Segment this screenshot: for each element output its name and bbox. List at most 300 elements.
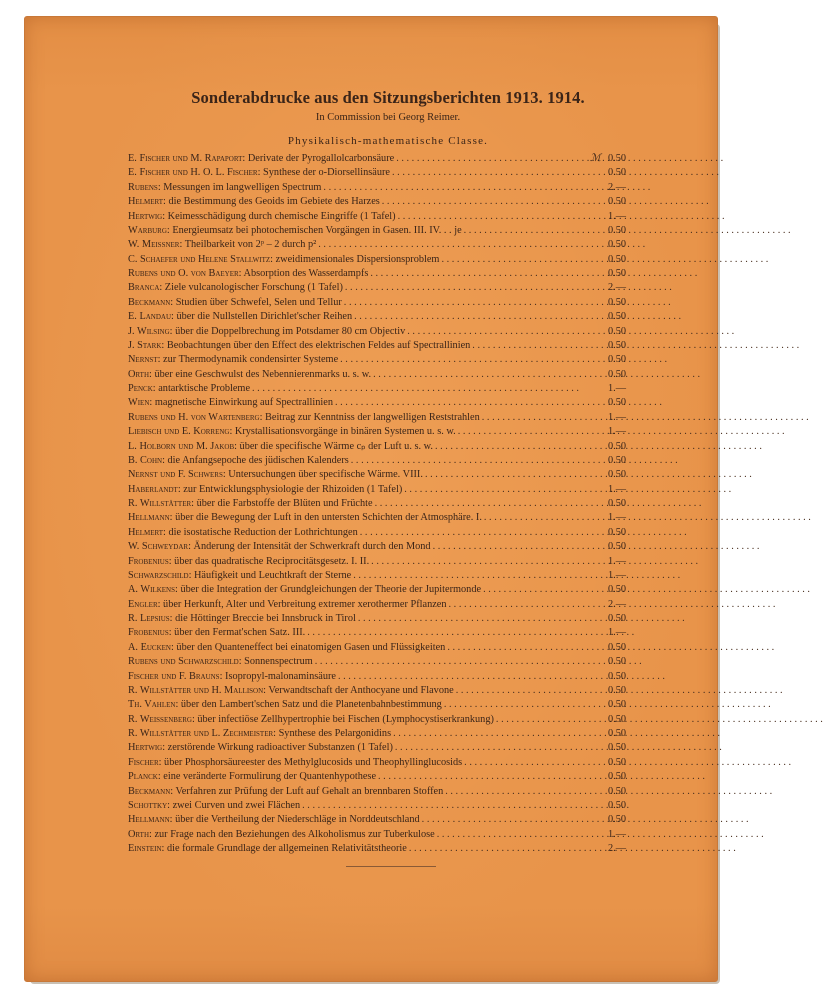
leader-dots	[338, 353, 590, 367]
leader-dots	[407, 842, 590, 856]
list-item	[128, 741, 626, 755]
entry-author: Orth	[128, 368, 150, 380]
entry-price: 1.—	[607, 411, 626, 423]
leader-dots	[405, 325, 590, 339]
entry-author: Orth	[128, 828, 150, 840]
entry-title: : über den Fermat'schen Satz. III.	[168, 627, 306, 639]
list-item	[128, 396, 626, 410]
entry-text	[128, 281, 343, 295]
entry-title: : über eine Geschwulst des Nebennierenmarks u. s. w.	[149, 368, 372, 380]
entry-text	[128, 382, 250, 396]
entry-author: E. Fischer und H. O. L. Fischer	[128, 167, 258, 179]
entry-price: 0.50	[607, 785, 626, 797]
entry-text	[128, 396, 333, 410]
entry-text	[128, 310, 352, 324]
entry-title: : über die Integration der Grundgleichungen der Theorie der Jupitermonde	[175, 584, 482, 596]
entry-title: : über Herkunft, Alter und Verbreitung extremer xerothermer Pflanzen	[157, 598, 447, 610]
entry-text	[128, 626, 305, 640]
leader-dots	[462, 756, 590, 770]
entry-price: 0.50	[607, 713, 626, 725]
leader-dots	[376, 770, 590, 784]
leader-dots	[333, 396, 590, 410]
list-item	[128, 425, 626, 439]
list-item	[128, 813, 626, 827]
entry-author: C. Schaefer und Helene Stallwitz	[128, 253, 271, 265]
entry-author: Fischer	[128, 756, 159, 768]
entry-title: : Beobachtungen über den Effect des elektrischen Feldes auf Spectrallinien	[161, 339, 471, 351]
entry-price: 0.50	[607, 641, 626, 653]
entry-author: Rubens und Schwarzschild	[128, 656, 239, 668]
entry-text	[128, 828, 435, 842]
entry-text	[128, 339, 470, 353]
entry-title: : Theilbarkeit von 2ᵖ – 2 durch p²	[179, 239, 317, 251]
entry-title: : Verwandtschaft der Anthocyane und Flavone	[263, 684, 454, 696]
leader-dots	[445, 641, 590, 655]
entry-text	[128, 569, 351, 583]
entry-price: 1.—	[607, 383, 626, 394]
entry-title: : Sonnenspectrum	[238, 656, 313, 668]
leader-dots	[420, 813, 590, 827]
entry-text	[128, 454, 349, 468]
entry-price: 0.50	[607, 311, 626, 323]
list-item	[128, 339, 626, 353]
leader-dots	[456, 425, 590, 439]
entry-price: 0.50	[607, 454, 626, 466]
leader-dots	[316, 238, 590, 252]
entry-author: Einstein	[128, 843, 162, 854]
leader-dots	[462, 224, 590, 238]
entry-price: 0.50	[607, 325, 626, 337]
entry-title: : Synthese des Pelargonidins	[273, 728, 392, 739]
list-item	[128, 152, 626, 166]
entry-author: Liebisch und E. Korreng	[128, 426, 230, 438]
entry-price: 0.50	[607, 368, 626, 380]
entry-price: 0.50	[607, 239, 626, 251]
entry-author: Beckmann	[128, 296, 171, 308]
leader-dots	[343, 281, 590, 295]
leader-dots	[394, 152, 590, 166]
list-item	[128, 195, 626, 209]
leader-dots	[482, 511, 590, 525]
list-item	[128, 799, 626, 813]
entry-price: 0.50	[607, 440, 626, 452]
entry-author: Hertwig	[128, 742, 163, 754]
entry-author: Helmert	[128, 526, 164, 538]
entry-author: Rubens und H. von Wartenberg	[128, 411, 260, 423]
leader-dots	[439, 253, 590, 267]
entry-price: 1.—	[607, 512, 626, 524]
entry-title: : zwei Curven und zwei Flächen	[167, 799, 301, 811]
entry-price: 0.50	[607, 742, 626, 754]
entry-author: Wien	[128, 397, 150, 409]
entry-price: 1.—	[607, 483, 626, 495]
entry-author: A. Wilkens	[128, 584, 176, 596]
entry-author: Hellmann	[128, 512, 170, 524]
entry-text	[128, 713, 494, 727]
entry-price: 0.50	[607, 728, 626, 739]
entry-title: : antarktische Probleme	[152, 383, 251, 394]
entry-text	[128, 353, 338, 367]
list-item	[128, 440, 626, 454]
entry-text	[128, 425, 456, 439]
entry-title: : die formale Grundlage der allgemeinen Relativitätstheorie	[161, 843, 407, 854]
entry-text	[128, 555, 369, 569]
entry-text	[128, 641, 445, 655]
entry-price: 1.—	[607, 426, 626, 438]
leader-dots	[454, 684, 590, 698]
entry-text	[128, 210, 396, 224]
list-item	[128, 483, 626, 497]
entry-price: 1.—	[607, 828, 626, 840]
entry-text	[128, 583, 481, 597]
list-item	[128, 670, 626, 684]
entry-author: Warburg	[128, 224, 167, 236]
leader-dots	[368, 267, 590, 281]
leader-dots	[481, 583, 590, 597]
list-item	[128, 583, 626, 597]
list-item	[128, 598, 626, 612]
entry-text	[128, 325, 405, 339]
leader-dots	[494, 713, 590, 727]
entry-text	[128, 799, 300, 813]
leader-dots	[349, 454, 590, 468]
publisher-line: In Commission bei Georg Reimer.	[315, 112, 461, 123]
entry-author: Frobenius	[128, 555, 169, 567]
entry-text	[128, 741, 393, 755]
entry-text	[128, 842, 407, 856]
entry-price: 0.50	[607, 526, 626, 538]
leader-dots	[371, 368, 590, 382]
entry-title: : Verfahren zur Prüfung der Luft auf Gehalt an brennbaren Stoffen	[170, 785, 444, 797]
entry-price: 0.50	[607, 339, 626, 351]
entry-price: 0.50	[607, 756, 626, 768]
list-item	[128, 727, 626, 741]
list-item	[128, 842, 626, 856]
entry-title: : über die Farbstoffe der Blüten und Früchte	[191, 498, 373, 509]
entry-text	[128, 440, 433, 454]
entry-author: Schottky	[128, 799, 168, 811]
entry-price: 1.—	[607, 210, 626, 222]
entry-author: E. Fischer und M. Rapaport	[128, 153, 243, 164]
entry-title: : über die Nullstellen Dirichlet'scher Reihen	[171, 311, 353, 323]
entry-price: 0.50	[607, 296, 626, 308]
entry-title: : über infectiöse Zellhypertrophie bei Fischen (Lymphocystiserkrankung)	[191, 713, 494, 725]
entry-title: : zweidimensionales Dispersionsproblem	[270, 253, 440, 265]
entry-text	[128, 253, 439, 267]
entry-title: : über die Vertheilung der Niederschläge in Norddeutschland	[169, 814, 420, 826]
entry-author: Helmert	[128, 196, 164, 208]
list-item	[128, 181, 626, 195]
entry-title: : Untersuchungen über specifische Wärme. VIII.	[222, 469, 423, 481]
list-item	[128, 756, 626, 770]
leader-dots	[402, 483, 590, 497]
list-item	[128, 454, 626, 468]
list-item	[128, 569, 626, 583]
entry-price: 0.50	[607, 469, 626, 481]
entry-title: : eine veränderte Formulirung der Quantenhypothese	[157, 771, 377, 783]
entry-price: 0.50	[607, 167, 626, 179]
entry-title: : zur Entwicklungsphysiologie der Rhizoiden (1 Tafel)	[177, 483, 403, 495]
list-item	[128, 224, 626, 238]
entry-author: W. Meissner	[128, 239, 180, 251]
entry-author: Engler	[128, 598, 158, 610]
entry-price: 0.50	[607, 397, 626, 409]
list-item	[128, 296, 626, 310]
entry-text	[128, 195, 380, 209]
leader-dots	[442, 698, 590, 712]
entry-author: Branca	[128, 282, 160, 294]
entry-title: : über das quadratische Reciprocitätsgesetz. I. II.	[168, 555, 370, 567]
entry-price: 0.50	[607, 799, 626, 811]
entry-price: 0.50	[607, 224, 626, 236]
entry-author: Beckmann	[128, 785, 171, 797]
entry-text	[128, 598, 447, 612]
list-item	[128, 828, 626, 842]
leader-dots	[470, 339, 590, 353]
entry-author: Nernst	[128, 354, 158, 366]
entry-price: 0.50	[607, 670, 626, 682]
leader-dots	[390, 166, 590, 180]
entry-text	[128, 698, 442, 712]
entry-title: : die isostatische Reduction der Lothrichtungen	[163, 526, 358, 538]
entry-title: : zerstörende Wirkung radioactiver Substanzen (1 Tafel)	[162, 742, 393, 754]
leader-dots	[380, 195, 590, 209]
entry-text	[128, 181, 321, 195]
entry-author: R. Willstätter	[128, 498, 192, 509]
entry-title: : Derivate der Pyrogallolcarbonsäure	[242, 153, 395, 164]
leader-dots	[352, 310, 590, 324]
entry-title: : über den Lambert'schen Satz und die Planetenbahnbestimmung	[175, 699, 442, 711]
closing-rule	[346, 866, 436, 867]
entry-price: 0.50	[607, 656, 626, 668]
leader-dots	[443, 785, 590, 799]
entry-author: L. Holborn und M. Jakob	[128, 440, 235, 452]
leader-dots	[342, 296, 590, 310]
leader-dots	[321, 181, 590, 195]
leader-dots	[393, 741, 590, 755]
entry-price: 0.50	[607, 268, 626, 279]
entry-title: : Ziele vulcanologischer Forschung (1 Tafel)	[159, 282, 343, 294]
entry-text	[128, 224, 462, 238]
entry-price: 0.50	[607, 253, 626, 265]
entry-price: 0.50	[607, 153, 626, 164]
entry-author: Planck	[128, 771, 158, 783]
leader-dots	[313, 655, 590, 669]
entry-author: R. Willstätter und L. Zechmeister	[128, 728, 274, 739]
entry-author: Hellmann	[128, 814, 170, 826]
entry-author: Rubens und O. von Baeyer	[128, 268, 239, 279]
entry-title: : Keimesschädigung durch chemische Eingriffe (1 Tafel)	[162, 210, 396, 222]
list-item	[128, 166, 626, 180]
list-item	[128, 655, 626, 669]
entry-title: : Studien über Schwefel, Selen und Tellur	[170, 296, 342, 308]
entry-text	[128, 526, 358, 540]
list-item	[128, 511, 626, 525]
entry-text	[128, 813, 420, 827]
list-item	[128, 555, 626, 569]
entry-author: B. Cohn	[128, 454, 163, 466]
list-item	[128, 310, 626, 324]
entry-author: J. Wilsing	[128, 325, 170, 337]
leader-dots	[305, 626, 590, 640]
entry-price: 2.—	[607, 598, 626, 610]
entry-text	[128, 785, 443, 799]
leader-dots	[250, 382, 590, 396]
entry-text	[128, 770, 376, 784]
entry-text	[128, 655, 313, 669]
section-heading: Physikalisch-mathematische Classe.	[287, 135, 489, 147]
entry-author: Rubens	[128, 181, 158, 193]
list-item	[128, 382, 626, 396]
entry-author: Nernst und F. Schwers	[128, 469, 223, 481]
leader-dots	[300, 799, 590, 813]
entry-list	[128, 152, 626, 856]
entry-price: 2.—	[607, 181, 626, 193]
list-item	[128, 698, 626, 712]
entry-title: : die Höttinger Breccie bei Innsbruck in Tirol	[169, 613, 356, 624]
entry-text	[128, 152, 394, 166]
leader-dots	[336, 670, 590, 684]
entry-title: : über die Bewegung der Luft in den untersten Schichten der Atmosphäre. I.	[169, 512, 482, 524]
entry-title: : zur Frage nach den Beziehungen des Alkoholismus zur Tuberkulose	[149, 828, 435, 840]
list-item	[128, 281, 626, 295]
entry-title: : Synthese der o-Diorsellinsäure	[257, 167, 391, 179]
entry-price: 0.50	[607, 684, 626, 696]
list-item	[128, 325, 626, 339]
entry-price: 1.—	[607, 627, 626, 639]
entry-text	[128, 612, 356, 626]
leader-dots	[480, 411, 590, 425]
entry-title: : Krystallisationsvorgänge in binären Systemen u. s. w.	[229, 426, 456, 438]
entry-title: : über den Quanteneffect bei einatomigen Gasen und Flüssigkeiten	[171, 641, 446, 653]
entry-text	[128, 670, 336, 684]
entry-text	[128, 483, 402, 497]
entry-text	[128, 411, 480, 425]
entry-text	[128, 267, 368, 281]
leader-dots	[396, 210, 590, 224]
currency-mark: ℳ	[590, 153, 602, 164]
entry-title: : Änderung der Intensität der Schwerkraft durch den Mond	[188, 541, 431, 553]
leader-dots	[433, 440, 590, 454]
entry-text	[128, 296, 342, 310]
entry-price: 0.50	[607, 613, 626, 624]
list-item	[128, 253, 626, 267]
list-item	[128, 497, 626, 511]
entry-price: 0.50	[607, 541, 626, 553]
entry-price: 2.—	[607, 282, 626, 294]
entry-title: : Beitrag zur Kenntniss der langwelligen Reststrahlen	[259, 411, 480, 423]
entry-text	[128, 727, 391, 741]
list-item	[128, 468, 626, 482]
entry-price: 0.50	[607, 771, 626, 783]
entry-author: E. Landau	[128, 311, 172, 323]
leader-dots	[435, 828, 590, 842]
leader-dots	[369, 555, 590, 569]
list-item	[128, 540, 626, 554]
entry-author: Schwarzschild	[128, 569, 189, 581]
list-item	[128, 641, 626, 655]
entry-author: J. Stark	[128, 339, 162, 351]
entry-author: R. Weissenberg	[128, 713, 192, 725]
entry-text	[128, 497, 373, 511]
list-item	[128, 626, 626, 640]
list-item	[128, 368, 626, 382]
list-item	[128, 210, 626, 224]
entry-title: : die Anfangsepoche des jüdischen Kalenders	[162, 454, 349, 466]
entry-title: : Absorption des Wasserdampfs	[238, 268, 369, 279]
list-item	[128, 353, 626, 367]
list-item	[128, 785, 626, 799]
entry-title: : Isopropyl-malonaminsäure	[219, 670, 336, 682]
entry-title: : über Phosphorsäureester des Methylglucosids und Theophyllinglucosids	[158, 756, 463, 768]
page-title: Sonderabdrucke aus den Sitzungsberichten 1913. 1914.	[191, 88, 585, 107]
entry-price: 0.50	[607, 354, 626, 366]
entry-author: Fischer und F. Brauns	[128, 670, 220, 682]
price-list	[128, 88, 626, 867]
list-item	[128, 411, 626, 425]
entry-title: : zur Thermodynamik condensirter Systeme	[157, 354, 339, 366]
entry-author: A. Eucken	[128, 641, 171, 653]
entry-price: 0.50	[607, 699, 626, 711]
leader-dots	[391, 727, 590, 741]
list-item	[128, 713, 626, 727]
entry-author: Hertwig	[128, 210, 163, 222]
entry-author: R. Lepsius	[128, 613, 170, 624]
list-item	[128, 238, 626, 252]
entry-title: : Messungen im langwelligen Spectrum	[157, 181, 322, 193]
leader-dots	[373, 497, 590, 511]
entry-author: Penck	[128, 383, 153, 394]
list-item	[128, 267, 626, 281]
entry-text	[128, 468, 423, 482]
leader-dots	[358, 526, 590, 540]
entry-price: 0.50	[607, 498, 626, 509]
entry-text	[128, 238, 316, 252]
entry-title: : magnetische Einwirkung auf Spectrallinien	[149, 397, 333, 409]
entry-text	[128, 511, 482, 525]
entry-text	[128, 166, 390, 180]
entry-author: R. Willstätter und H. Mallison	[128, 684, 264, 696]
entry-text	[128, 684, 454, 698]
entry-title: : die Bestimmung des Geoids im Gebiete des Harzes	[163, 196, 380, 208]
list-item	[128, 770, 626, 784]
entry-price: 0.50	[607, 814, 626, 826]
entry-price: 0.50	[607, 196, 626, 208]
leader-dots	[447, 598, 590, 612]
list-item	[128, 612, 626, 626]
entry-author: Th. Vahlen	[128, 699, 176, 711]
leader-dots	[423, 468, 590, 482]
list-item	[128, 526, 626, 540]
entry-title: : über die specifische Wärme cₚ der Luft u. s. w.	[234, 440, 433, 452]
entry-text	[128, 368, 371, 382]
entry-author: Haberlandt	[128, 483, 178, 495]
list-item	[128, 684, 626, 698]
entry-author: W. Schweydar	[128, 541, 189, 553]
entry-title: : Häufigkeit und Leuchtkraft der Sterne	[188, 569, 352, 581]
leader-dots	[431, 540, 590, 554]
entry-author: Frobenius	[128, 627, 169, 639]
entry-price: 1.—	[607, 569, 626, 581]
entry-price: 1.—	[607, 555, 626, 567]
leader-dots	[356, 612, 590, 626]
entry-text	[128, 540, 431, 554]
entry-title: : über die Doppelbrechung im Potsdamer 80 cm Objectiv	[169, 325, 406, 337]
entry-price: 2.—	[607, 843, 626, 854]
leader-dots	[351, 569, 590, 583]
entry-price: 0.50	[607, 584, 626, 596]
entry-text	[128, 756, 462, 770]
